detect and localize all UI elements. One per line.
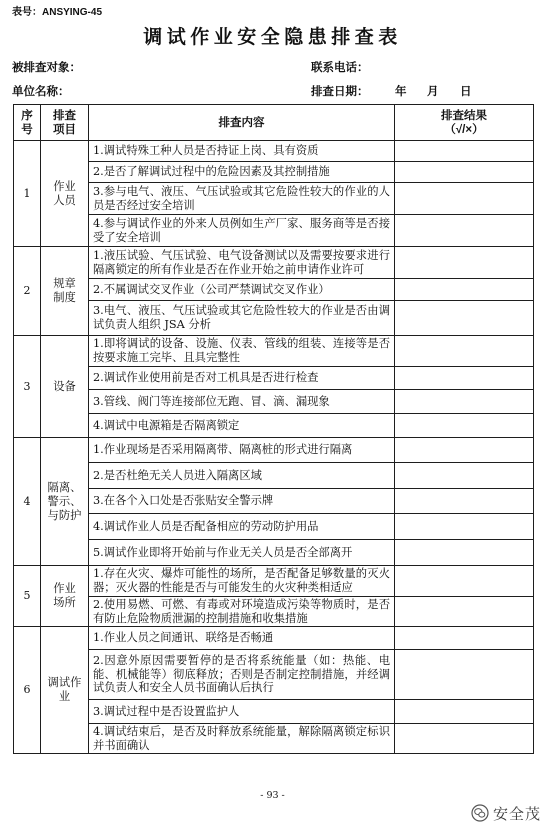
- check-content: 4.调试作业人员是否配备相应的劳动防护用品: [89, 514, 395, 540]
- check-result-cell: [395, 162, 534, 183]
- check-content: 4.调试结束后，是否及时释放系统能量，解除隔离锁定标识并书面确认: [89, 724, 395, 754]
- table-row: [14, 489, 534, 514]
- check-content: 1.作业现场是否采用隔离带、隔离桩的形式进行隔离: [89, 438, 395, 463]
- check-result-cell: [395, 141, 534, 162]
- check-result-cell: [395, 247, 534, 279]
- check-result-cell: [395, 650, 534, 700]
- header-seq: [14, 105, 41, 141]
- check-result-cell: [395, 438, 534, 463]
- group-item: [41, 247, 89, 336]
- table-row: [14, 540, 534, 566]
- inspection-date-label: 排查日期：: [311, 86, 369, 98]
- header-seq-label: 序号: [21, 109, 33, 136]
- check-content: 3.调试过程中是否设置监护人: [89, 700, 395, 724]
- check-content: 3.在各个入口处是否张贴安全警示牌: [89, 489, 395, 514]
- table-row: [14, 438, 534, 463]
- header-result-hint: （√/×）: [444, 123, 484, 136]
- check-content: 1.存在火灾、爆炸可能性的场所，是否配备足够数量的灭火器；灭火器的性能是否与可能发生的火灾种类相适应: [89, 566, 395, 597]
- check-result-cell: [395, 279, 534, 301]
- group-item: [41, 566, 89, 627]
- table-row: [14, 301, 534, 336]
- group-item-label: 调试作业: [47, 676, 82, 704]
- group-number: 6: [14, 627, 41, 754]
- check-content: 3.管线、阀门等连接部位无跑、冒、滴、漏现象: [89, 390, 395, 414]
- wechat-logo-icon: [471, 804, 489, 826]
- group-number: 2: [14, 247, 41, 336]
- check-result-cell: [395, 700, 534, 724]
- header-content: 排查内容: [89, 105, 395, 141]
- group-item: [41, 627, 89, 754]
- inspected-object-label: 被排查对象：: [12, 62, 81, 74]
- group-item-label: 规章制度: [53, 277, 76, 304]
- document-title: 调试作业安全隐患排查表: [143, 26, 402, 48]
- group-item-label: 隔离、警示、与防护: [47, 480, 82, 522]
- table-row: [14, 336, 534, 367]
- table-header-row: [14, 105, 534, 141]
- header-result: [395, 105, 534, 141]
- check-content: 2.因意外原因需要暂停的是否将系统能量（如：热能、电能、机械能等）彻底释放；否则是否制定控制措施，并经调试负责人和安全人员书面确认后执行: [89, 650, 395, 700]
- table-row: [14, 247, 534, 279]
- group-item: [41, 438, 89, 566]
- check-content: 3.参与电气、液压、气压试验或其它危险性较大的作业的人员是否经过安全培训: [89, 183, 395, 215]
- group-item-label: 设备: [53, 379, 76, 393]
- check-content: 2.是否了解调试过程中的危险因素及其控制措施: [89, 162, 395, 183]
- check-result-cell: [395, 336, 534, 367]
- table-row: [14, 279, 534, 301]
- check-result-cell: [395, 597, 534, 627]
- check-result-cell: [395, 390, 534, 414]
- group-item: [41, 336, 89, 438]
- watermark: [471, 805, 541, 825]
- check-content: 5.调试作业即将开始前与作业无关人员是否全部离开: [89, 540, 395, 566]
- group-number: 5: [14, 566, 41, 627]
- table-row: [14, 390, 534, 414]
- check-result-cell: [395, 183, 534, 215]
- check-content: 2.使用易燃、可燃、有毒或对环境造成污染等物质时，是否有防止危险物质泄漏的控制措施和收集措施: [89, 597, 395, 627]
- group-number: 1: [14, 141, 41, 247]
- table-row: [14, 183, 534, 215]
- date-day-label: 日: [460, 86, 472, 98]
- check-content: 2.调试作业使用前是否对工机具是否进行检查: [89, 367, 395, 390]
- header-item: [41, 105, 89, 141]
- group-number: 3: [14, 336, 41, 438]
- table-row: [14, 141, 534, 162]
- watermark-text: 安全茂: [492, 806, 541, 823]
- group-item-label: 作业场所: [53, 582, 76, 610]
- check-content: 1.作业人员之间通讯、联络是否畅通: [89, 627, 395, 650]
- table-row: [14, 215, 534, 247]
- inspection-table: [13, 104, 534, 754]
- header-result-label: 排查结果: [441, 109, 487, 122]
- table-row: [14, 414, 534, 438]
- check-content: 1.调试特殊工种人员是否持证上岗、具有资质: [89, 141, 395, 162]
- table-row: [14, 367, 534, 390]
- check-result-cell: [395, 215, 534, 247]
- check-result-cell: [395, 301, 534, 336]
- check-content: 1.液压试验、气压试验、电气设备测试以及需要按要求进行隔离锁定的所有作业是否在作业开始之前申请作业许可: [89, 247, 395, 279]
- page-number: - 93 -: [260, 790, 285, 801]
- table-row: [14, 463, 534, 489]
- check-content: 3.电气、液压、气压试验或其它危险性较大的作业是否由调试负责人组织 JSA 分析: [89, 301, 395, 336]
- group-item-label: 作业人员: [53, 179, 76, 207]
- check-content: 2.不属调试交叉作业（公司严禁调试交叉作业）: [89, 279, 395, 301]
- date-year-label: 年: [395, 86, 407, 98]
- table-row: [14, 627, 534, 650]
- form-number: 表号：ANSYING-45: [12, 7, 103, 18]
- check-result-cell: [395, 627, 534, 650]
- date-month-label: 月: [427, 86, 439, 98]
- check-result-cell: [395, 367, 534, 390]
- check-result-cell: [395, 489, 534, 514]
- header-item-label: 排查项目: [52, 109, 76, 136]
- check-result-cell: [395, 566, 534, 597]
- check-content: 1.即将调试的设备、设施、仪表、管线的组装、连接等是否按要求施工完毕、且具完整性: [89, 336, 395, 367]
- table-row: [14, 700, 534, 724]
- check-result-cell: [395, 514, 534, 540]
- contact-phone-label: 联系电话：: [311, 62, 369, 74]
- group-number: 4: [14, 438, 41, 566]
- check-content: 4.参与调试作业的外来人员例如生产厂家、服务商等是否接受了安全培训: [89, 215, 395, 247]
- table-row: [14, 514, 534, 540]
- table-row: [14, 566, 534, 597]
- table-row: [14, 724, 534, 754]
- check-content: 4.调试中电源箱是否隔离锁定: [89, 414, 395, 438]
- check-result-cell: [395, 540, 534, 566]
- check-result-cell: [395, 463, 534, 489]
- group-item: [41, 141, 89, 247]
- check-content: 2.是否杜绝无关人员进入隔离区域: [89, 463, 395, 489]
- check-result-cell: [395, 414, 534, 438]
- unit-name-label: 单位名称：: [12, 86, 70, 98]
- check-result-cell: [395, 724, 534, 754]
- table-row: [14, 162, 534, 183]
- table-row: [14, 597, 534, 627]
- table-row: [14, 650, 534, 700]
